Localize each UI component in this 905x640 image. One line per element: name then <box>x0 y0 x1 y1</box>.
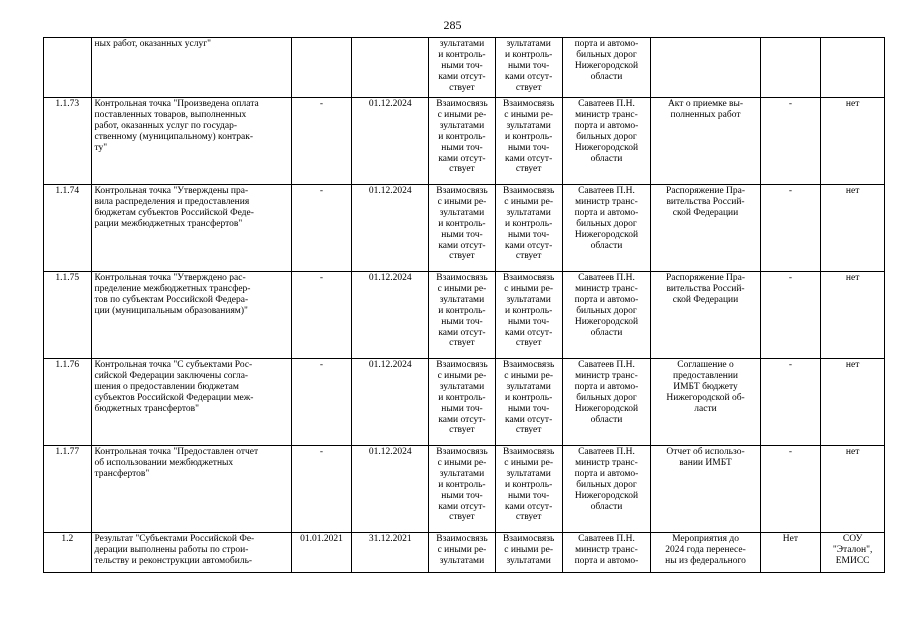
row-number: 1.1.74 <box>44 185 92 272</box>
row-source: нет <box>821 359 885 446</box>
row-source: нет <box>821 272 885 359</box>
row-start-date: - <box>291 98 352 185</box>
row-responsible: Саватеев П.Н. министр транс- порта и автомо- <box>562 533 651 573</box>
row-end-date: 01.12.2024 <box>352 185 429 272</box>
row-relation-results: Взаимосвязь с иными ре- зультатами и контроль- ными точ- ками отсут- ствует <box>429 359 496 446</box>
row-relation-points: Взаимосвязь с иными ре- зультатами и контроль- ными точ- ками отсут- ствует <box>495 359 562 446</box>
row-start-date: - <box>291 272 352 359</box>
row-relation-results: Взаимосвязь с иными ре- зультатами и контроль- ными точ- ками отсут- ствует <box>429 98 496 185</box>
row-document: Мероприятия до 2024 года перенесе- ны из федерального <box>651 533 760 573</box>
row-start-date: 01.01.2021 <box>291 533 352 573</box>
table-body <box>44 38 885 573</box>
row-relation-results: Взаимосвязь с иными ре- зультатами и контроль- ными точ- ками отсут- ствует <box>429 185 496 272</box>
page-number: 285 <box>443 18 462 32</box>
row-document: Распоряжение Пра- вительства Россий- ской Федерации <box>651 272 760 359</box>
row-end-date: 01.12.2024 <box>352 359 429 446</box>
row-relation-points: Взаимосвязь с иными ре- зультатами и контроль- ными точ- ками отсут- ствует <box>495 98 562 185</box>
row-relation-results: зультатами и контроль- ными точ- ками отсут- ствует <box>429 38 496 98</box>
table-row <box>44 185 885 272</box>
row-relation-results: Взаимосвязь с иными ре- зультатами <box>429 533 496 573</box>
table-row <box>44 533 885 573</box>
row-document <box>651 38 760 98</box>
row-source: СОУ "Эталон", ЕМИСС <box>821 533 885 573</box>
row-start-date: - <box>291 359 352 446</box>
row-responsible: Саватеев П.Н. министр транс- порта и автомо- бильных дорог Нижегородской области <box>562 446 651 533</box>
row-document: Соглашение о предоставлении ИМБТ бюджету Нижегородской об- ласти <box>651 359 760 446</box>
row-info-system: - <box>760 272 821 359</box>
row-document: Акт о приемке вы- полненных работ <box>651 98 760 185</box>
row-number: 1.1.77 <box>44 446 92 533</box>
row-responsible: Саватеев П.Н. министр транс- порта и автомо- бильных дорог Нижегородской области <box>562 272 651 359</box>
row-source <box>821 38 885 98</box>
row-end-date: 01.12.2024 <box>352 446 429 533</box>
row-responsible: Саватеев П.Н. министр транс- порта и автомо- бильных дорог Нижегородской области <box>562 185 651 272</box>
row-source: нет <box>821 185 885 272</box>
row-responsible: порта и автомо- бильных дорог Нижегородской области <box>562 38 651 98</box>
table-row <box>44 272 885 359</box>
row-name: Контрольная точка "С субъектами Рос- сийской Федерации заключены согла- шения о предоставлении бюджетам субъектов Российской Федерации меж- бюджетных трансфертов" <box>91 359 291 446</box>
row-end-date <box>352 38 429 98</box>
row-number <box>44 38 92 98</box>
row-number: 1.1.76 <box>44 359 92 446</box>
row-name: Контрольная точка "Утверждено рас- пределение межбюджетных трансфер- тов по субъектам Российской Федера- ции (муниципальным образованиям)" <box>91 272 291 359</box>
control-points-table <box>43 37 885 573</box>
row-info-system: - <box>760 359 821 446</box>
row-name: Контрольная точка "Предоставлен отчет об использовании межбюджетных трансфертов" <box>91 446 291 533</box>
row-info-system: - <box>760 185 821 272</box>
row-relation-points: Взаимосвязь с иными ре- зультатами и контроль- ными точ- ками отсут- ствует <box>495 446 562 533</box>
row-name: Контрольная точка "Утверждены пра- вила распределения и предоставления бюджетам субъектов Российской Феде- рации межбюджетных трансфертов" <box>91 185 291 272</box>
row-info-system: - <box>760 446 821 533</box>
row-end-date: 31.12.2021 <box>352 533 429 573</box>
row-number: 1.1.75 <box>44 272 92 359</box>
row-relation-results: Взаимосвязь с иными ре- зультатами и контроль- ными точ- ками отсут- ствует <box>429 272 496 359</box>
row-name: Результат "Субъектами Российской Фе- дерации выполнены работы по строи- тельству и реконструкции автомобиль- <box>91 533 291 573</box>
table-row <box>44 446 885 533</box>
row-relation-points: зультатами и контроль- ными точ- ками отсут- ствует <box>495 38 562 98</box>
row-info-system: - <box>760 98 821 185</box>
row-start-date: - <box>291 185 352 272</box>
row-name: ных работ, оказанных услуг" <box>91 38 291 98</box>
row-end-date: 01.12.2024 <box>352 272 429 359</box>
row-relation-points: Взаимосвязь с иными ре- зультатами и контроль- ными точ- ками отсут- ствует <box>495 185 562 272</box>
row-document: Отчет об использо- вании ИМБТ <box>651 446 760 533</box>
row-info-system <box>760 38 821 98</box>
row-end-date: 01.12.2024 <box>352 98 429 185</box>
row-number: 1.1.73 <box>44 98 92 185</box>
row-source: нет <box>821 98 885 185</box>
row-relation-points: Взаимосвязь с иными ре- зультатами <box>495 533 562 573</box>
row-source: нет <box>821 446 885 533</box>
table-row <box>44 359 885 446</box>
row-name: Контрольная точка "Произведена оплата поставленных товаров, выполненных работ, оказанных услуг по государ- ственному (муниципальному) контрак- ту" <box>91 98 291 185</box>
table-row <box>44 98 885 185</box>
row-info-system: Нет <box>760 533 821 573</box>
row-number: 1.2 <box>44 533 92 573</box>
row-relation-results: Взаимосвязь с иными ре- зультатами и контроль- ными точ- ками отсут- ствует <box>429 446 496 533</box>
row-start-date <box>291 38 352 98</box>
table-row <box>44 38 885 98</box>
row-relation-points: Взаимосвязь с иными ре- зультатами и контроль- ными точ- ками отсут- ствует <box>495 272 562 359</box>
row-responsible: Саватеев П.Н. министр транс- порта и автомо- бильных дорог Нижегородской области <box>562 359 651 446</box>
row-start-date: - <box>291 446 352 533</box>
row-responsible: Саватеев П.Н. министр транс- порта и автомо- бильных дорог Нижегородской области <box>562 98 651 185</box>
row-document: Распоряжение Пра- вительства Россий- ской Федерации <box>651 185 760 272</box>
